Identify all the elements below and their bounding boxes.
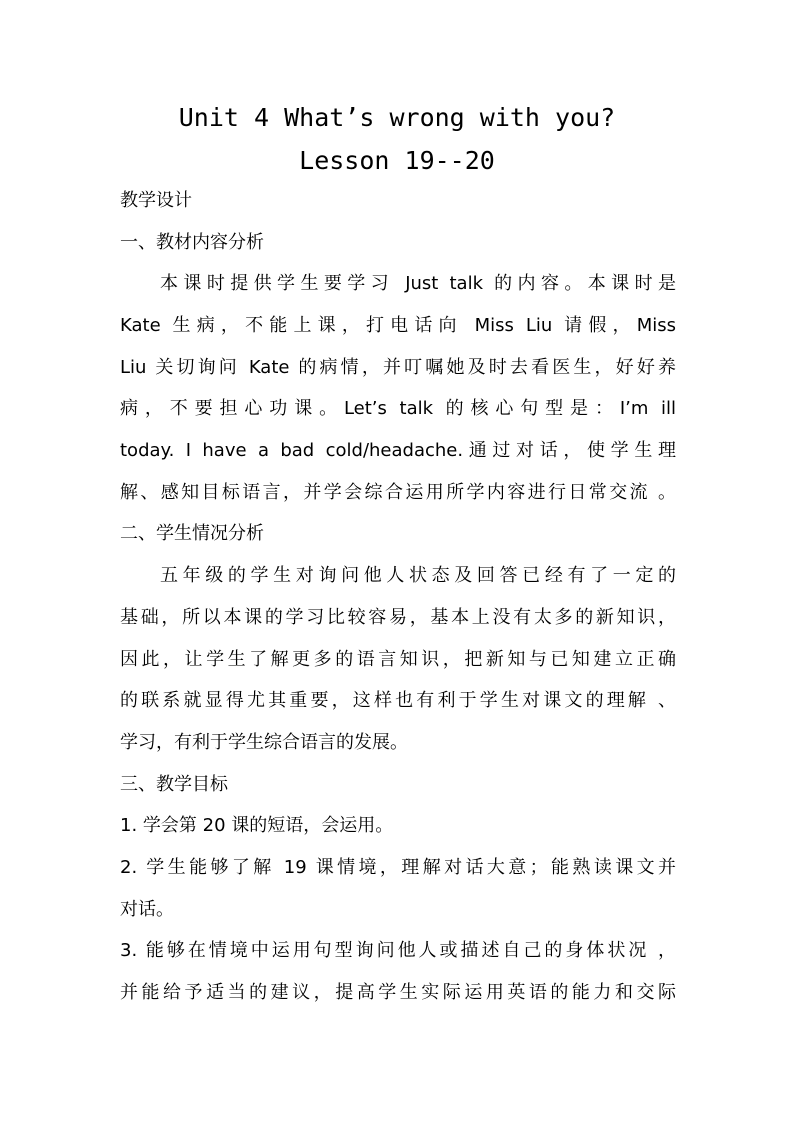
design-label: 教学设计 (120, 190, 192, 211)
section-heading: 二、学生情况分析 (120, 523, 264, 544)
paragraph-line: 病，不要担心功课。Let’s talk 的核心句型是：I’m ill (120, 398, 676, 419)
paragraph-line: 因此，让学生了解更多的语言知识，把新知与已知建立正确 (120, 649, 676, 670)
paragraph-line: today. I have a bad cold/headache.通过对话，使学生理 (120, 440, 676, 461)
section-heading: 一、教材内容分析 (120, 232, 264, 253)
paragraph-line: Liu 关切询问 Kate 的病情，并叮嘱她及时去看医生，好好养 (120, 357, 676, 378)
objective-item-continued: 并能给予适当的建议，提高学生实际运用英语的能力和交际 (120, 982, 676, 1003)
paragraph-line: 基础，所以本课的学习比较容易，基本上没有太多的新知识， (120, 607, 676, 628)
objective-item: 1. 学会第 20 课的短语，会运用。 (120, 815, 394, 836)
objective-item: 2. 学生能够了解 19 课情境，理解对话大意；能熟读课文并 (120, 857, 676, 878)
section-heading: 三、教学目标 (120, 774, 228, 795)
paragraph-line: 的联系就显得尤其重要，这样也有利于学生对课文的理解 、 (120, 690, 676, 711)
lesson-title: Lesson 19--20 (299, 146, 495, 175)
objective-item: 3. 能够在情境中运用句型询问他人或描述自己的身体状况 ， (120, 940, 676, 961)
paragraph-line: Kate 生病，不能上课，打电话向 Miss Liu 请假，Miss (120, 315, 676, 336)
paragraph-line: 解、感知目标语言，并学会综合运用所学内容进行日常交流 。 (120, 482, 676, 503)
paragraph-line: 本课时提供学生要学习 Just talk 的内容。本课时是 (160, 273, 676, 294)
paragraph-line: 学习，有利于学生综合语言的发展。 (120, 732, 408, 753)
objective-item-continued: 对话。 (120, 899, 174, 920)
unit-title: Unit 4 What’s wrong with you? (178, 103, 616, 132)
paragraph-line: 五年级的学生对询问他人状态及回答已经有了一定的 (160, 565, 676, 586)
